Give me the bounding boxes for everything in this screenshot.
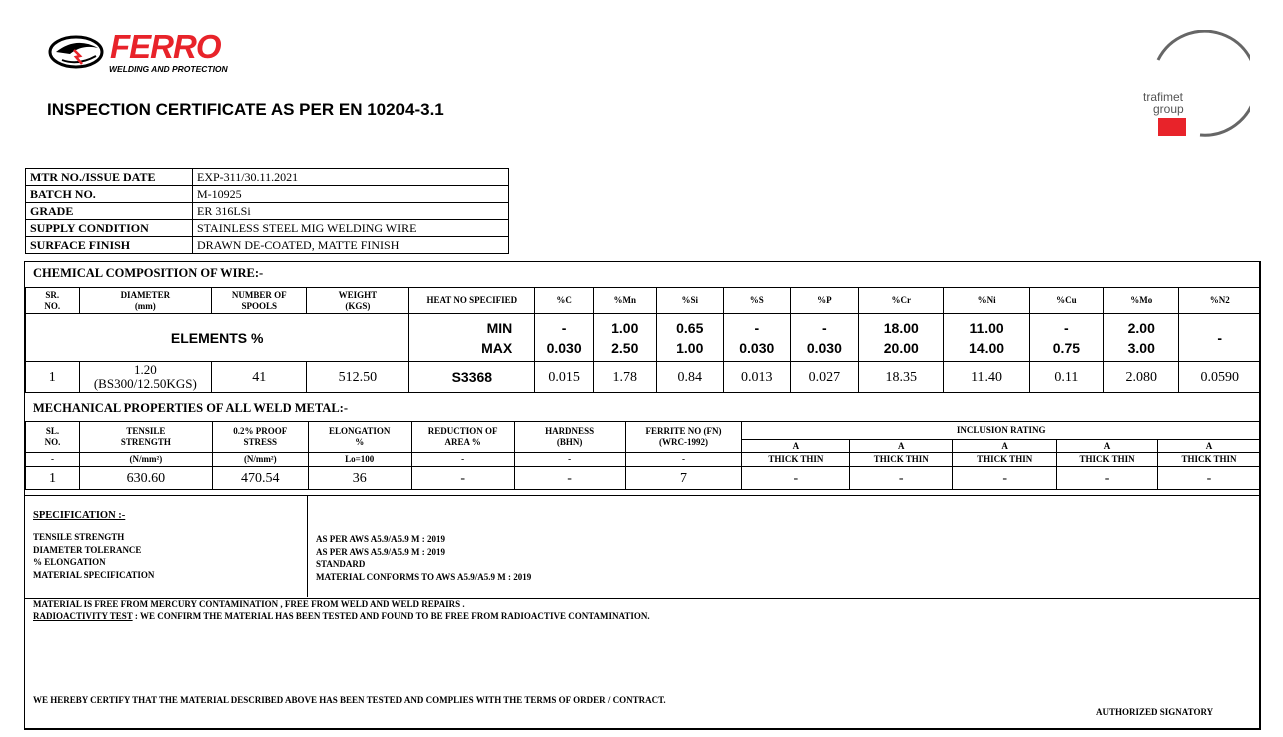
chem-limit: 18.00 20.00	[859, 314, 944, 362]
mech-unit: -	[625, 453, 742, 467]
mech-unit: -	[26, 453, 80, 467]
mech-unit: -	[411, 453, 514, 467]
mech-value: -	[514, 467, 625, 490]
info-value: M-10925	[193, 186, 509, 203]
chem-header: %Cr	[859, 288, 944, 314]
info-row	[26, 220, 509, 237]
inclusion-col: A	[850, 440, 953, 453]
chem-sr-no: 1	[26, 362, 80, 393]
chem-header: %S	[723, 288, 790, 314]
elements-label: ELEMENTS %	[26, 314, 409, 362]
spec-value: STANDARD	[316, 559, 366, 569]
inclusion-value: -	[850, 467, 953, 490]
mercury-note: MATERIAL IS FREE FROM MERCURY CONTAMINATION , FREE FROM WELD AND WELD REPAIRS .	[33, 599, 465, 609]
spec-value: AS PER AWS A5.9/A5.9 M : 2019	[316, 534, 446, 544]
mech-value: 36	[308, 467, 411, 490]
brand-tagline: WELDING AND PROTECTION	[109, 64, 228, 74]
mech-unit: (N/mm²)	[212, 453, 308, 467]
chem-header: %Ni	[944, 288, 1029, 314]
chem-limit: -	[1179, 314, 1261, 362]
inclusion-value: -	[1158, 467, 1261, 490]
chem-header: %Si	[656, 288, 723, 314]
spec-label: % ELONGATION	[33, 557, 106, 567]
chem-value: 18.35	[859, 362, 944, 393]
info-row	[26, 203, 509, 220]
thick-thin-label: THICK THIN	[1158, 453, 1261, 467]
specification-divider	[307, 495, 308, 597]
inclusion-col: A	[1057, 440, 1158, 453]
chemical-composition-table	[25, 287, 1261, 393]
mech-value: -	[411, 467, 514, 490]
radioactivity-note	[33, 611, 650, 621]
inclusion-col: A	[742, 440, 850, 453]
info-value: DRAWN DE-COATED, MATTE FINISH	[193, 237, 509, 254]
chem-value: 0.84	[656, 362, 723, 393]
chem-header: DIAMETER (mm)	[79, 288, 212, 314]
certificate-info-table	[25, 168, 509, 254]
specification-labels	[33, 531, 154, 581]
thick-thin-label: THICK THIN	[1057, 453, 1158, 467]
mechanical-properties-table	[25, 421, 1261, 490]
mech-unit: (N/mm²)	[79, 453, 212, 467]
chem-limit: 11.00 14.00	[944, 314, 1029, 362]
spec-value: MATERIAL CONFORMS TO AWS A5.9/A5.9 M : 2019	[316, 571, 532, 582]
chem-header: %N2	[1179, 288, 1261, 314]
spec-value: AS PER AWS A5.9/A5.9 M : 2019	[316, 546, 446, 557]
certificate-title: INSPECTION CERTIFICATE AS PER EN 10204-3.1	[47, 100, 444, 119]
mech-header: REDUCTION OF AREA %	[411, 422, 514, 453]
thick-thin-label: THICK THIN	[953, 453, 1057, 467]
mech-unit: Lo=100	[308, 453, 411, 467]
authorized-signatory: AUTHORIZED SIGNATORY	[1096, 707, 1214, 717]
inclusion-rating-header: INCLUSION RATING	[742, 422, 1261, 440]
chem-header: HEAT NO SPECIFIED	[409, 288, 535, 314]
chem-header: %Mo	[1104, 288, 1179, 314]
chem-limit: 1.00 2.50	[593, 314, 656, 362]
inclusion-value: -	[742, 467, 850, 490]
chem-value: 0.027	[790, 362, 859, 393]
chem-value: 1.78	[593, 362, 656, 393]
mech-header: SL. NO.	[26, 422, 80, 453]
inclusion-col: A	[1158, 440, 1261, 453]
mech-header: TENSILE STRENGTH	[79, 422, 212, 453]
trafimet-text: trafimet	[1143, 90, 1184, 104]
mech-header: ELONGATION %	[308, 422, 411, 453]
trafimet-group-text: group	[1153, 102, 1184, 116]
info-label: BATCH NO.	[26, 186, 193, 203]
inclusion-value: -	[1057, 467, 1158, 490]
chem-header: NUMBER OF SPOOLS	[212, 288, 307, 314]
info-row	[26, 169, 509, 186]
chem-header: %C	[535, 288, 594, 314]
inclusion-col: A	[953, 440, 1057, 453]
chem-limit: - 0.030	[535, 314, 594, 362]
info-label: GRADE	[26, 203, 193, 220]
mech-value: 630.60	[79, 467, 212, 490]
certification-statement: WE HEREBY CERTIFY THAT THE MATERIAL DESCRIBED ABOVE HAS BEEN TESTED AND COMPLIES WITH THE TERMS OF ORDER / CONTRACT.	[33, 695, 666, 705]
chem-header: %Mn	[593, 288, 656, 314]
min-max-label: MIN MAX	[409, 314, 535, 362]
info-label: SURFACE FINISH	[26, 237, 193, 254]
mech-header: 0.2% PROOF STRESS	[212, 422, 308, 453]
mech-value: 470.54	[212, 467, 308, 490]
mech-header: FERRITE NO (FN) (WRC-1992)	[625, 422, 742, 453]
chem-limit: - 0.030	[723, 314, 790, 362]
chem-weight: 512.50	[307, 362, 409, 393]
spec-label: DIAMETER TOLERANCE	[33, 544, 142, 555]
mech-value: 7	[625, 467, 742, 490]
specification-title: SPECIFICATION :-	[33, 510, 126, 521]
radioactivity-label: RADIOACTIVITY TEST	[33, 611, 133, 621]
chem-limit: 0.65 1.00	[656, 314, 723, 362]
chem-limit: - 0.030	[790, 314, 859, 362]
thick-thin-label: THICK THIN	[742, 453, 850, 467]
info-value: STAINLESS STEEL MIG WELDING WIRE	[193, 220, 509, 237]
mechanical-properties-heading: MECHANICAL PROPERTIES OF ALL WELD METAL:-	[33, 401, 348, 415]
chem-header: %Cu	[1029, 288, 1103, 314]
spec-label: MATERIAL SPECIFICATION	[33, 569, 155, 580]
mech-unit: -	[514, 453, 625, 467]
chem-value: 11.40	[944, 362, 1029, 393]
chem-value: 0.013	[723, 362, 790, 393]
info-row	[26, 237, 509, 254]
mech-header: HARDNESS (BHN)	[514, 422, 625, 453]
chem-header: %P	[790, 288, 859, 314]
info-row	[26, 186, 509, 203]
chem-value: 0.11	[1029, 362, 1103, 393]
chem-header: WEIGHT (KGS)	[307, 288, 409, 314]
radioactivity-text: : WE CONFIRM THE MATERIAL HAS BEEN TESTED AND FOUND TO BE FREE FROM RADIOACTIVE CONTAMINATION.	[132, 611, 650, 621]
chem-spools: 41	[212, 362, 307, 393]
info-value: ER 316LSi	[193, 203, 509, 220]
chem-value: 2.080	[1104, 362, 1179, 393]
inclusion-value: -	[953, 467, 1057, 490]
thick-thin-label: THICK THIN	[850, 453, 953, 467]
trafimet-logo	[1130, 30, 1250, 140]
chem-value: 0.015	[535, 362, 594, 393]
info-label: SUPPLY CONDITION	[26, 220, 193, 237]
chem-header: SR. NO.	[26, 288, 80, 314]
chem-limit: 2.00 3.00	[1104, 314, 1179, 362]
chem-value: 0.0590	[1179, 362, 1261, 393]
brand-name: FERRO	[110, 28, 221, 65]
chem-limit: - 0.75	[1029, 314, 1103, 362]
info-value: EXP-311/30.11.2021	[193, 169, 509, 186]
spec-label: TENSILE STRENGTH	[33, 532, 125, 542]
chemical-composition-heading: CHEMICAL COMPOSITION OF WIRE:-	[33, 266, 264, 280]
info-label: MTR NO./ISSUE DATE	[26, 169, 193, 186]
specification-values	[316, 533, 531, 583]
chem-diameter: 1.20 (BS300/12.50KGS)	[79, 362, 212, 393]
chem-heat-no: S3368	[409, 362, 535, 393]
mech-value: 1	[26, 467, 80, 490]
specification-block	[25, 495, 1261, 599]
